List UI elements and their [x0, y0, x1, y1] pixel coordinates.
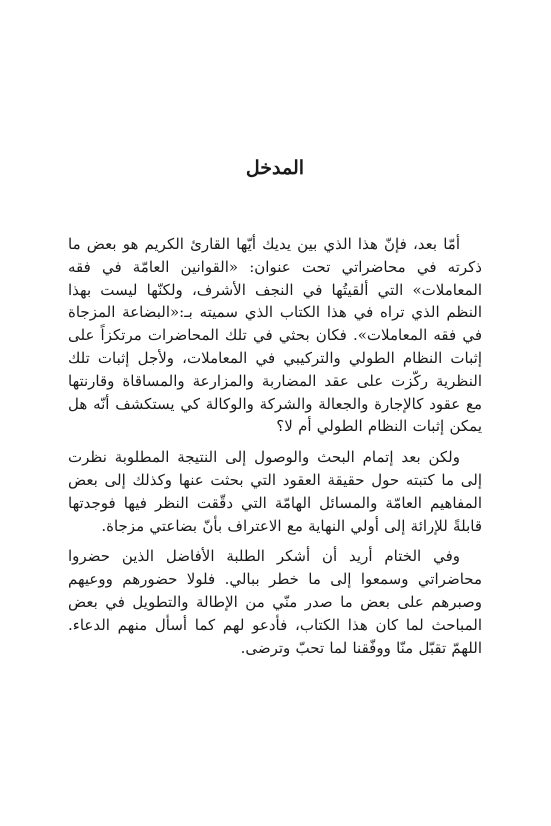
paragraph-1: أمّا بعد، فإنّ هذا الذي بين يديك أيّها القارئ الكريم هو بعض ما ذكرته في محاضراتي تحت عنوان: «القوانين العامّة في فقه المعاملات» التي ألقيتُها في النجف الأشرف، ولكنّها ليست بهذا النظم الذي تراه في هذا الكتاب الذي سميته بـ:«البضاعة المزجاة في فقه المعاملات». فكان بحثي في تلك المحاضرات مرتكزاً على إثبات النظام الطولي والتركيبي في المعاملات، ولأجل إثبات تلك النظرية ركّزت على عقد المضاربة والمزارعة والمساقاة وقارنتها مع عقود كالإجارة والجعالة والشركة والوكالة كي يستكشف أنّه هل يمكن إثبات النظام الطولي أم لا؟: [68, 235, 482, 436]
paragraph-2: ولكن بعد إتمام البحث والوصول إلى النتيجة المطلوبة نظرت إلى ما كتبته حول حقيقة العقود التي بحثت عنها وكذلك إلى بعض المفاهيم العامّة والمسائل الهامّة التي دقّقت النظر فيها فوجدتها قابلةً للإرائة إلى أولي النهاية مع الاعتراف بأنّ بضاعتي مزجاة.: [68, 448, 482, 535]
body-text: [68, 233, 482, 659]
chapter-title: المدخل: [245, 157, 305, 179]
document-page: [68, 0, 482, 826]
paragraph-3: وفي الختام أريد أن أشكر الطلبة الأفاضل الذين حضروا محاضراتي وسمعوا إلى ما خطر ببالي. فلولا حضورهم ووعيهم وصبرهم على بعض ما صدر منّي من الإطالة والتطويل في بعض المباحث لما كان هذا الكتاب، فأدعو لهم كما أسأل منهم الدعاء. اللهمّ تقبّل منّا ووفّقنا لما تحبّ وترضى.: [68, 547, 482, 657]
